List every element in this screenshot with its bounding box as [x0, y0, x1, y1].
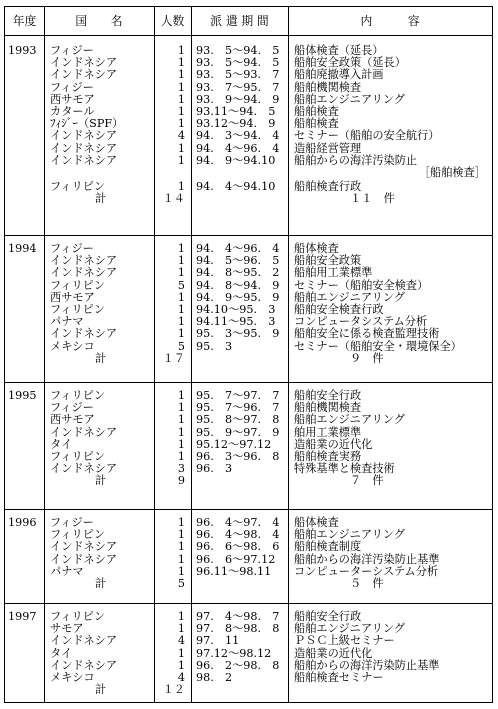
period-cell: 94. 4～96. 4 [196, 141, 280, 155]
count-cell: 1 [177, 80, 185, 94]
country-cell: パナマ [50, 564, 84, 578]
period-cell: 94. 9～94.10 [196, 153, 276, 167]
content-cell: 船舶からの海洋汚染防止 [294, 153, 418, 167]
country-cell: フィリピン [50, 303, 106, 316]
period-cell: 96. 3～96. 8 [196, 450, 280, 463]
header-count: 人数 [160, 14, 185, 28]
period-cell: 97.12～98.12 [196, 646, 272, 660]
country-cell: ﾌｨｼﾞｰ（SPF） [50, 117, 124, 131]
column-divider [288, 7, 289, 702]
count-cell: 1 [177, 242, 185, 255]
count-cell: 1 [177, 437, 185, 451]
header-divider [5, 35, 492, 36]
country-cell: フィリピン [50, 389, 106, 402]
count-cell: 4 [177, 634, 185, 648]
header-content: 内 容 [360, 14, 420, 28]
period-cell: 94. 8～94. 9 [196, 278, 280, 292]
country-cell: インドネシア [50, 425, 118, 439]
content-cell: 舶用工業標準 [294, 425, 362, 439]
period-cell: 94. 5～96. 5 [196, 254, 280, 268]
content-cell: 船舶からの海洋汚染防止基準 [294, 658, 440, 672]
content-cell: 船舶からの海洋汚染防止基準 [294, 552, 440, 566]
period-cell: 94. 4～94.10 [196, 180, 276, 194]
content-cell: 船舶用工業標準 [294, 266, 373, 280]
content-cell: 船舶廃撤導入計画 [294, 68, 384, 82]
period-cell: 93. 5～94. 5 [196, 56, 280, 70]
total-label: 計 [95, 683, 107, 697]
period-cell: 96. 2～98. 8 [196, 658, 280, 672]
content-cell: 船舶安全政策 [294, 254, 362, 268]
count-cell: 3 [177, 462, 185, 476]
country-cell: フィジー [50, 401, 94, 415]
count-cell: 1 [177, 327, 185, 341]
country-cell: タイ [50, 646, 73, 660]
count-cell: 1 [177, 266, 185, 280]
period-cell: 93. 5～94. 5 [196, 44, 280, 57]
country-cell: フィリピン [50, 528, 106, 542]
count-cell: 1 [177, 141, 185, 155]
total-content: １１ 件 [350, 192, 395, 206]
total-label: 計 [95, 474, 107, 488]
country-cell: フィジー [50, 80, 94, 94]
content-cell: 船体検査（延長） [294, 44, 384, 57]
country-cell: インドネシア [50, 129, 118, 143]
count-cell: 1 [177, 44, 185, 57]
count-cell: 1 [177, 450, 185, 463]
country-cell: サモア [50, 622, 84, 636]
country-cell: 西サモア [50, 290, 95, 304]
header-period: 派 遣 期 間 [210, 14, 269, 28]
country-cell: インドネシア [50, 462, 118, 476]
country-cell: インドネシア [50, 634, 118, 648]
period-cell: 94.11～95. 3 [196, 315, 276, 329]
period-cell: 97. 11 [196, 634, 240, 648]
count-cell: 1 [177, 117, 185, 131]
count-cell: 1 [177, 303, 185, 316]
content-cell: 船舶安全行政 [294, 389, 362, 402]
count-cell: 5 [177, 278, 185, 292]
period-cell: 94. 4～96. 4 [196, 242, 280, 255]
country-cell: メキシコ [50, 671, 95, 684]
year-label: 1996 [8, 516, 37, 529]
content-cell: 船舶検査セミナー [294, 671, 384, 684]
period-cell: 95. 7～97. 7 [196, 389, 280, 402]
period-cell: 95. 3～95. 9 [196, 327, 280, 341]
count-cell: 1 [177, 540, 185, 554]
country-cell: タイ [50, 437, 73, 451]
total-count: １７ [162, 351, 185, 365]
count-cell: 4 [177, 671, 185, 684]
count-cell: 1 [177, 290, 185, 304]
period-cell: 97. 8～98. 8 [196, 622, 280, 636]
count-cell: 1 [177, 646, 185, 660]
country-cell: インドネシア [50, 153, 118, 167]
year-label: 1994 [8, 242, 37, 255]
content-cell: 船体検査 [294, 242, 339, 255]
country-cell: インドネシア [50, 552, 118, 566]
total-content: ７ 件 [350, 474, 384, 488]
content-cell: 造船業の近代化 [294, 437, 373, 451]
period-cell: 96. 6～97.12 [196, 552, 276, 566]
period-cell: 93. 5～93. 7 [196, 68, 280, 82]
period-cell: 93.12～94. 9 [196, 117, 276, 131]
country-cell: 西サモア [50, 92, 95, 106]
total-label: 計 [95, 351, 107, 365]
header-country: 国 名 [75, 14, 123, 28]
country-cell: フィリピン [50, 180, 106, 194]
country-cell: パナマ [50, 315, 84, 329]
period-cell: 96. 4～98. 4 [196, 528, 280, 542]
country-cell: フィリピン [50, 278, 106, 292]
count-cell: 1 [177, 315, 185, 329]
column-divider [191, 7, 192, 702]
year-label: 1995 [8, 389, 37, 402]
country-cell: インドネシア [50, 56, 118, 70]
section-divider [5, 603, 492, 604]
country-cell: カタール [50, 105, 95, 118]
content-cell: 船体検査 [294, 516, 339, 529]
total-count: １２ [162, 683, 185, 697]
content-cell: 船舶安全政策（延長） [294, 56, 406, 70]
period-cell: 96. 3 [196, 462, 233, 476]
count-cell: 1 [177, 528, 185, 542]
header-year: 年度 [12, 14, 37, 28]
content-cell: 造船経営管理 [294, 141, 362, 155]
period-cell: 96. 6～98. 6 [196, 540, 280, 554]
count-cell: 1 [177, 413, 185, 427]
count-cell: 1 [177, 658, 185, 672]
column-divider [44, 7, 45, 702]
total-content: ９ 件 [350, 351, 384, 365]
content-cell: 船舶安全検査行政 [294, 303, 384, 316]
content-cell: 船舶検査 [294, 117, 339, 131]
total-count: 9 [177, 474, 185, 488]
content-cell: セミナー（船舶安全・環境保全） [294, 339, 462, 353]
period-cell: 94. 8～95. 2 [196, 266, 280, 280]
total-label: 計 [95, 192, 107, 206]
content-cell: コンピューターシステム分析 [294, 564, 439, 578]
section-divider [5, 235, 492, 236]
count-cell: 1 [177, 56, 185, 70]
count-cell: 1 [177, 389, 185, 402]
period-cell: 93. 7～95. 7 [196, 80, 280, 94]
total-count: 5 [177, 577, 185, 590]
count-cell: 1 [177, 552, 185, 566]
total-content: ５ 件 [350, 577, 384, 590]
section-divider [5, 509, 492, 510]
period-cell: 95.12～97.12 [196, 437, 272, 451]
content-cell: 船舶検査行政 [294, 180, 362, 194]
country-cell: フィジー [50, 242, 94, 255]
content-cell: 船舶安全に係る検査監理技術 [294, 327, 440, 341]
count-cell: 1 [177, 153, 185, 167]
count-cell: 1 [177, 68, 185, 82]
country-cell: フィジー [50, 44, 94, 57]
section-divider [5, 382, 492, 383]
content-cell: 造船業の近代化 [294, 646, 373, 660]
period-cell: 93.11～94. 5 [196, 105, 276, 118]
count-cell: 1 [177, 425, 185, 439]
count-cell: 1 [177, 92, 185, 106]
period-cell: 95. 9～97. 9 [196, 425, 280, 439]
count-cell: 1 [177, 622, 185, 636]
country-cell: フィリピン [50, 450, 106, 463]
period-cell: 94.10～95. 3 [196, 303, 276, 316]
country-cell: インドネシア [50, 266, 118, 280]
country-cell: インドネシア [50, 254, 118, 268]
content-cell: ［船舶検査］ [418, 166, 486, 179]
period-cell: 94. 3～94. 4 [196, 129, 280, 143]
content-cell: セミナー（船舶の安全航行） [294, 129, 440, 143]
content-cell: 船舶エンジニアリング [294, 92, 405, 106]
country-cell: フィジー [50, 516, 94, 529]
content-cell: 特殊基準と検査技術 [294, 462, 395, 476]
period-cell: 94. 9～95. 9 [196, 290, 280, 304]
period-cell: 95. 3 [196, 339, 233, 353]
country-cell: インドネシア [50, 141, 118, 155]
content-cell: 船舶検査 [294, 105, 339, 118]
count-cell: 1 [177, 516, 185, 529]
period-cell: 95. 8～97. 8 [196, 413, 280, 427]
count-cell: 1 [177, 564, 185, 578]
year-label: 1993 [8, 44, 37, 57]
country-cell: フィリピン [50, 610, 106, 623]
count-cell: 5 [177, 339, 185, 353]
total-label: 計 [95, 577, 107, 590]
dispatch-table [4, 6, 493, 703]
period-cell: 93. 9～94. 9 [196, 92, 280, 106]
country-cell: メキシコ [50, 339, 95, 353]
count-cell: 4 [177, 129, 185, 143]
country-cell: インドネシア [50, 540, 118, 554]
count-cell: 1 [177, 105, 185, 118]
period-cell: 98. 2 [196, 671, 233, 684]
country-cell: 西サモア [50, 413, 95, 427]
content-cell: 船舶検査制度 [294, 540, 362, 554]
year-label: 1997 [8, 610, 37, 623]
content-cell: 船舶エンジニアリング [294, 622, 405, 636]
content-cell: 船舶安全行政 [294, 610, 362, 623]
country-cell: インドネシア [50, 327, 118, 341]
content-cell: 船舶検査実務 [294, 450, 362, 463]
period-cell: 96.11～98.11 [196, 564, 272, 578]
count-cell: 1 [177, 610, 185, 623]
country-cell: インドネシア [50, 658, 118, 672]
count-cell: 1 [177, 180, 185, 194]
period-cell: 96. 4～97. 4 [196, 516, 280, 529]
content-cell: 船舶機関検査 [294, 401, 362, 415]
count-cell: 1 [177, 401, 185, 415]
content-cell: コンピュータシステム分析 [294, 315, 428, 329]
content-cell: 船舶機関検査 [294, 80, 362, 94]
count-cell: 1 [177, 254, 185, 268]
total-count: １４ [162, 192, 185, 206]
content-cell: ＰＳＣ上級セミナー [294, 634, 395, 648]
content-cell: 船舶エンジニアリング [294, 290, 405, 304]
content-cell: 船舶エンジニアリング [294, 528, 405, 542]
period-cell: 95. 7～96. 7 [196, 401, 280, 415]
content-cell: セミナー（船舶安全検査） [294, 278, 429, 292]
country-cell: インドネシア [50, 68, 118, 82]
content-cell: 船舶エンジニアリング [294, 413, 405, 427]
period-cell: 97. 4～98. 7 [196, 610, 280, 623]
